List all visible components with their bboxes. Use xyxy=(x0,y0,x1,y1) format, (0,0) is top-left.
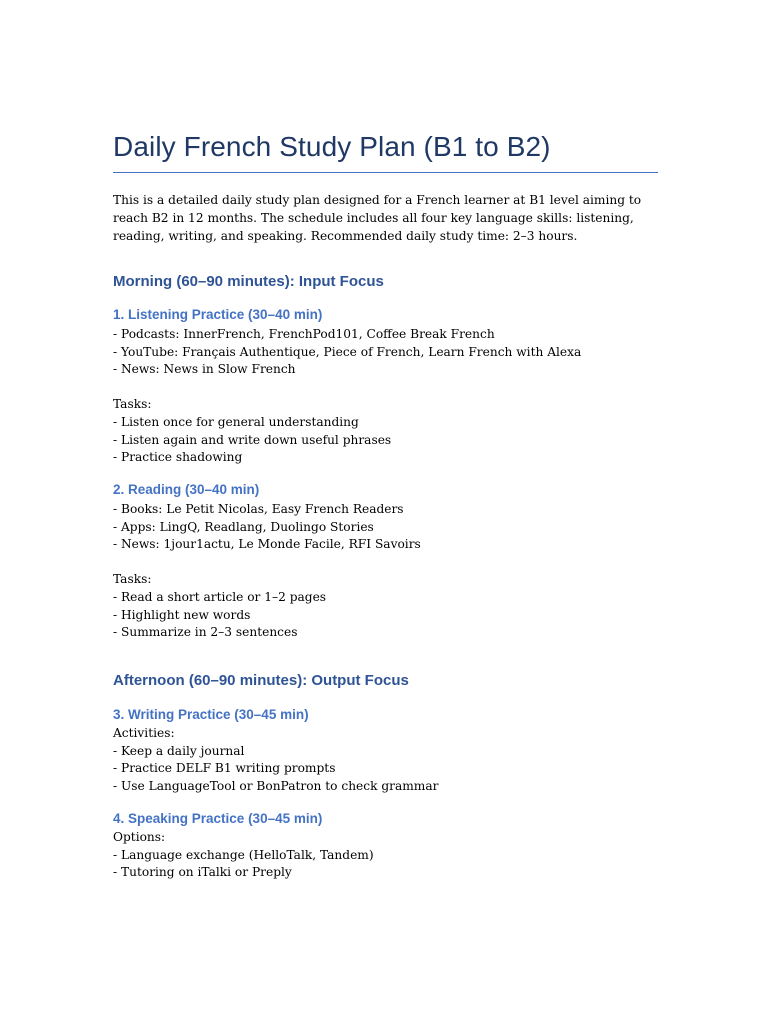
intro-paragraph: This is a detailed daily study plan designed for a French learner at B1 level aiming to reach B2 in 12 months. The schedule includes all four key language skills: listening, reading, writing, and speaking. Recommended daily study time: 2–3 hours. xyxy=(113,193,642,243)
list-item: - Tutoring on iTalki or Preply xyxy=(113,865,292,880)
list-item: - Podcasts: InnerFrench, FrenchPod101, Coffee Break French xyxy=(113,327,495,341)
list-item: - Books: Le Petit Nicolas, Easy French Readers xyxy=(113,502,404,516)
list-item: - Practice shadowing xyxy=(113,450,243,465)
writing-section xyxy=(113,706,658,795)
document-page xyxy=(113,128,658,245)
reading-section xyxy=(113,481,658,642)
speaking-heading: 4. Speaking Practice (30–45 min) xyxy=(113,811,323,826)
writing-heading: 3. Writing Practice (30–45 min) xyxy=(113,707,309,722)
morning-heading: Morning (60–90 minutes): Input Focus xyxy=(113,273,384,290)
listening-heading: 1. Listening Practice (30–40 min) xyxy=(113,307,323,322)
document-title: Daily French Study Plan (B1 to B2) xyxy=(113,128,658,173)
list-item: - Listen again and write down useful phrases xyxy=(113,432,392,447)
list-item: - YouTube: Français Authentique, Piece of French, Learn French with Alexa xyxy=(113,344,582,359)
afternoon-heading: Afternoon (60–90 minutes): Output Focus xyxy=(113,672,409,689)
afternoon-section xyxy=(113,671,658,691)
list-item: - Highlight new words xyxy=(113,607,251,622)
morning-section xyxy=(113,272,658,292)
list-item: - Apps: LingQ, Readlang, Duolingo Stories xyxy=(113,519,374,534)
tasks-label: Tasks: xyxy=(113,572,152,587)
listening-section xyxy=(113,306,658,467)
reading-heading: 2. Reading (30–40 min) xyxy=(113,482,260,497)
list-item: - Use LanguageTool or BonPatron to check grammar xyxy=(113,778,439,793)
list-item: - Read a short article or 1–2 pages xyxy=(113,589,327,604)
list-item: - Summarize in 2–3 sentences xyxy=(113,625,298,640)
list-item: - Listen once for general understanding xyxy=(113,414,359,429)
list-item: - News: 1jour1actu, Le Monde Facile, RFI Savoirs xyxy=(113,537,421,552)
list-item: - Practice DELF B1 writing prompts xyxy=(113,761,336,776)
list-item: - Language exchange (HelloTalk, Tandem) xyxy=(113,847,374,862)
activities-label: Activities: xyxy=(113,726,175,740)
tasks-label: Tasks: xyxy=(113,397,152,412)
list-item: - News: News in Slow French xyxy=(113,362,296,377)
options-label: Options: xyxy=(113,830,166,844)
list-item: - Keep a daily journal xyxy=(113,743,245,758)
speaking-section xyxy=(113,810,658,882)
